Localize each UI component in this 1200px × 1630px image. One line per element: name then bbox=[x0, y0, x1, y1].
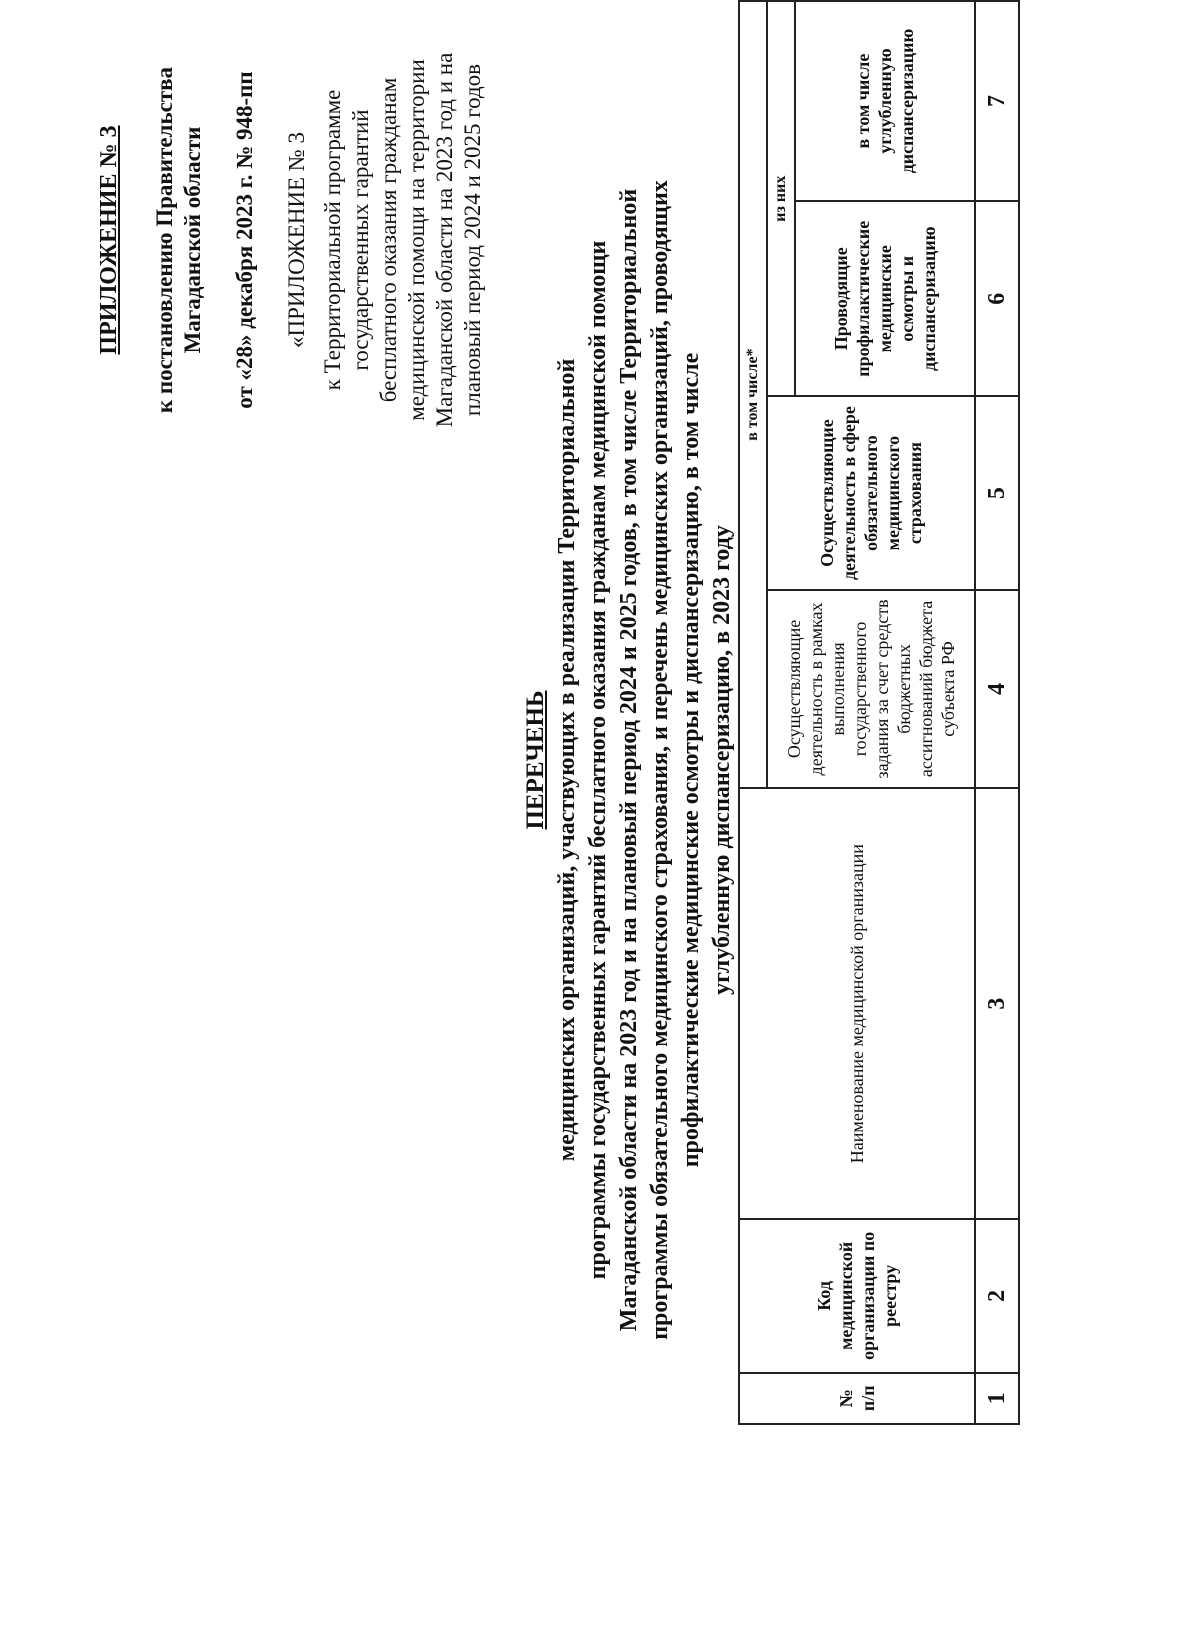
header-state-task: Осуществляющие деятельность в рамках выполнения государственного задания за счет средств бюджетных ассигнований бюджета субъекта РФ bbox=[767, 590, 975, 788]
column-number-cell: 3 bbox=[975, 788, 1019, 1219]
appendix-title: ПРИЛОЖЕНИЕ № 3 bbox=[96, 125, 122, 355]
appendix-header bbox=[95, 10, 487, 470]
program-reference-line: бесплатного оказания гражданам bbox=[376, 77, 401, 403]
program-reference-line: Магаданской области на 2023 год и на bbox=[432, 52, 457, 428]
subtitle-line: профилактические медицинские осмотры и диспансеризацию, в том числе bbox=[678, 352, 704, 1168]
program-reference bbox=[319, 10, 487, 470]
appendix-quote: «ПРИЛОЖЕНИЕ № 3 bbox=[284, 131, 309, 349]
document-title: ПЕРЕЧЕНЬ bbox=[522, 690, 549, 830]
resolution-line-2: Магаданской области bbox=[180, 126, 205, 354]
header-of-them: из них bbox=[767, 1, 795, 396]
subtitle-line: медицинских организаций, участвующих в реализации Территориальной bbox=[554, 358, 580, 1162]
header-name: Наименование медицинской организации bbox=[739, 788, 975, 1219]
subtitle-line: Магаданской области на 2023 год и на плановый период 2024 и 2025 годов, в том числе Территориальной bbox=[616, 188, 642, 1332]
column-number-cell: 5 bbox=[975, 396, 1019, 589]
header-oms: Осуществляющие деятельность в сфере обязательного медицинского страхования bbox=[767, 396, 975, 589]
resolution-line-1: к постановлению Правительства bbox=[152, 66, 177, 414]
document-subtitle bbox=[552, 110, 738, 1410]
header-number: № п/п bbox=[739, 1373, 975, 1424]
column-number-cell: 4 bbox=[975, 590, 1019, 788]
program-reference-line: государственных гарантий bbox=[348, 109, 373, 371]
column-number-cell: 6 bbox=[975, 201, 1019, 396]
subtitle-line: программы обязательного медицинского страхования, и перечень медицинских организаций, проводящих bbox=[647, 180, 673, 1340]
header-deep-checkups: в том числе углубленную диспансеризацию bbox=[795, 1, 975, 201]
program-reference-line: медицинской помощи на территории bbox=[404, 59, 429, 421]
column-number-cell: 7 bbox=[975, 1, 1019, 201]
column-number-cell: 2 bbox=[975, 1219, 1019, 1372]
header-checkups: Проводящие профилактические медицинские осмотры и диспансеризацию bbox=[795, 201, 975, 396]
column-number-cell: 1 bbox=[975, 1373, 1019, 1424]
program-reference-line: к Территориальной программе bbox=[320, 89, 345, 391]
resolution-date: от «28» декабря 2023 г. № 948-пп bbox=[232, 71, 257, 409]
organizations-table bbox=[738, 0, 1020, 1425]
header-code: Код медицинской организации по реестру bbox=[739, 1219, 975, 1372]
subtitle-line: программы государственных гарантий бесплатного оказания гражданам медицинской помощи bbox=[585, 240, 611, 1280]
header-including-group: в том числе* bbox=[739, 1, 767, 788]
subtitle-line: углубленную диспансеризацию, в 2023 году bbox=[709, 525, 735, 995]
program-reference-line: плановый период 2024 и 2025 годов bbox=[460, 63, 485, 417]
document-title-block bbox=[520, 110, 738, 1410]
